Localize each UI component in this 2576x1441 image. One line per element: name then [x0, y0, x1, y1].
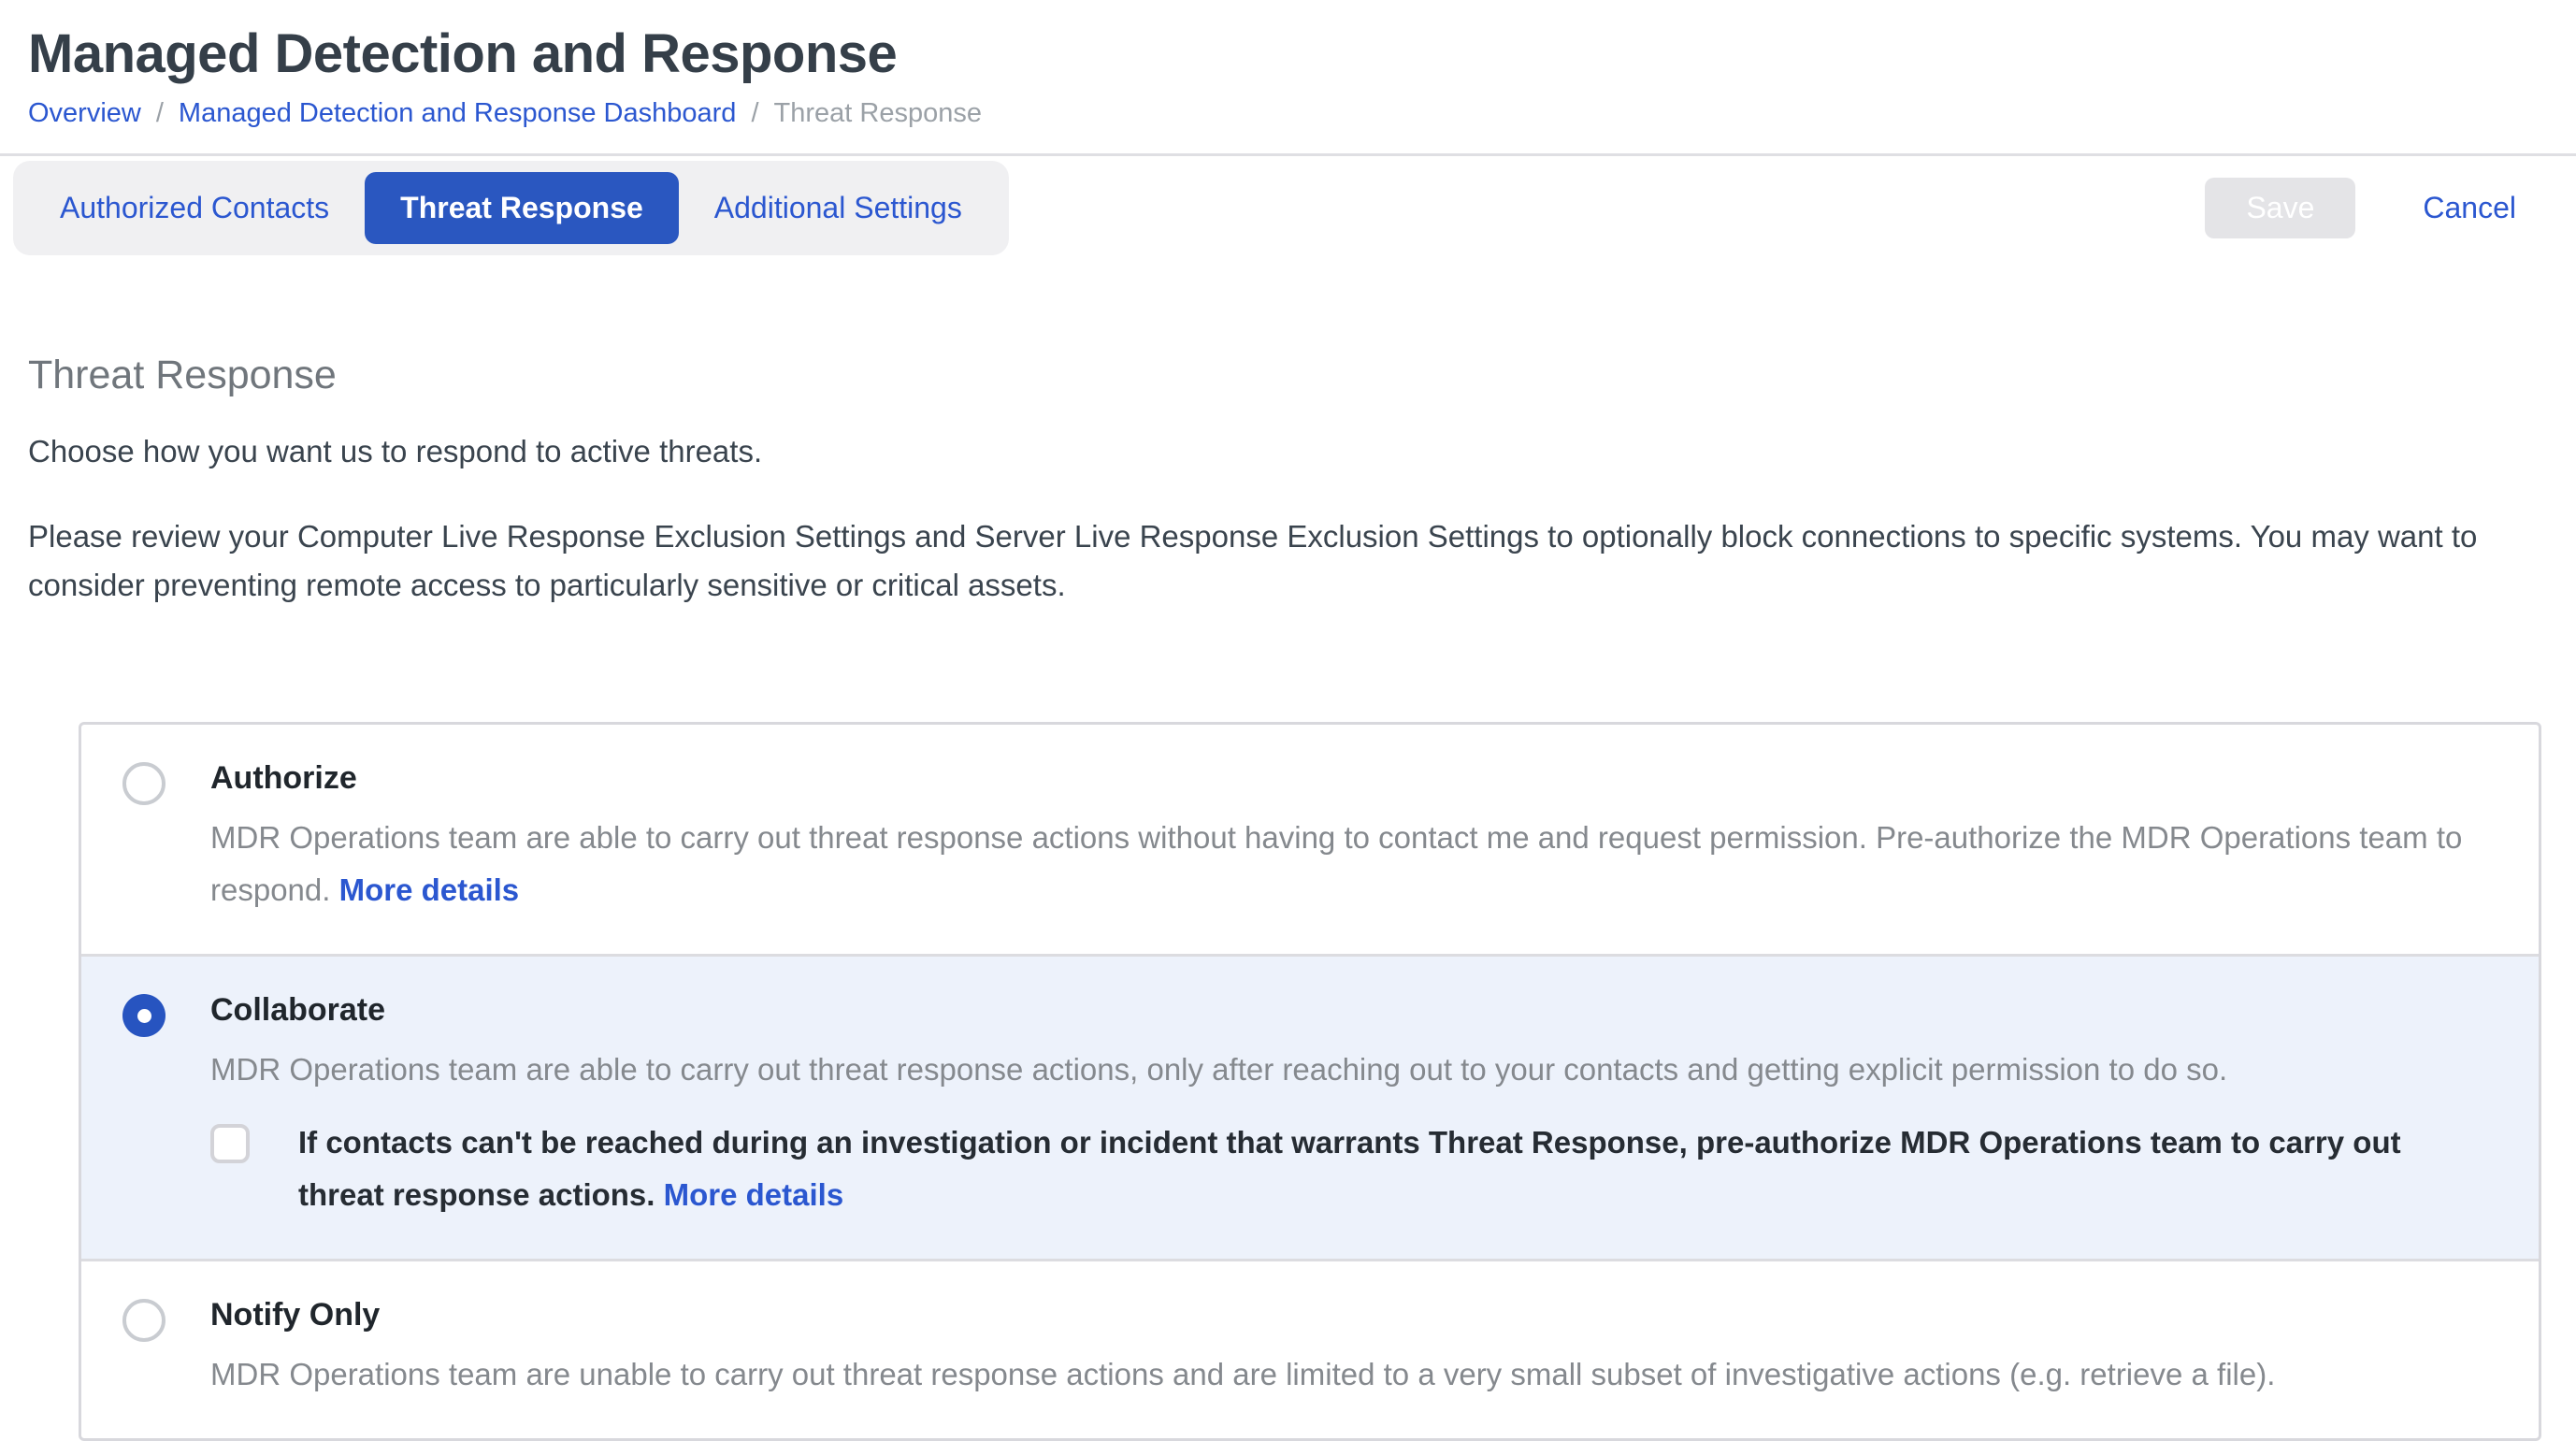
option-notify-only[interactable] — [81, 1259, 2539, 1438]
radio-notify-only[interactable] — [122, 1299, 165, 1342]
radio-authorize[interactable] — [122, 762, 165, 805]
breadcrumb-current: Threat Response — [773, 98, 982, 128]
more-details-link-collaborate[interactable]: More details — [663, 1177, 844, 1212]
collaborate-preauthorize-row — [210, 1117, 2482, 1221]
option-notify-only-description: MDR Operations team are unable to carry out threat response actions and are limited to a very small subset of investigative actions (e.g. retrieve a file). — [210, 1357, 2276, 1391]
option-notify-only-body — [210, 1297, 2275, 1401]
tab-threat-response[interactable]: Threat Response — [365, 172, 679, 244]
option-authorize-description-text: MDR Operations team are able to carry out threat response actions without having to contact me and request permission. Pre-authorize the MDR Operations team to respond. — [210, 820, 2463, 907]
page-title: Managed Detection and Response — [28, 23, 898, 84]
toolbar-actions — [2205, 178, 2516, 238]
cancel-button[interactable]: Cancel — [2423, 190, 2516, 224]
preauthorize-checkbox-label — [298, 1117, 2482, 1221]
preauthorize-checkbox-text: If contacts can't be reached during an investigation or incident that warrants Threat Response, pre-authorize MDR Operations team to carry out threat response actions. — [298, 1125, 2401, 1212]
option-authorize[interactable] — [81, 725, 2539, 954]
option-collaborate-body — [210, 992, 2482, 1221]
radio-collaborate[interactable] — [122, 994, 165, 1037]
section-heading: Threat Response — [28, 353, 337, 397]
breadcrumb — [28, 98, 2516, 153]
tab-authorized-contacts[interactable]: Authorized Contacts — [24, 172, 365, 244]
main-content — [0, 353, 2576, 1441]
save-button[interactable]: Save — [2205, 178, 2355, 238]
option-authorize-body — [210, 760, 2482, 916]
breadcrumb-separator: / — [155, 98, 164, 128]
tab-additional-settings[interactable]: Additional Settings — [679, 172, 998, 244]
option-collaborate-title: Collaborate — [210, 992, 386, 1028]
page-header — [0, 0, 2576, 156]
option-collaborate[interactable] — [81, 954, 2539, 1259]
preauthorize-checkbox[interactable] — [210, 1124, 250, 1163]
section-note: Please review your Computer Live Response Exclusion Settings and Server Live Response Exclusion Settings to optionally block connections to specific systems. You may want to consider preventing remote access to particularly sensitive or critical assets. — [28, 519, 2478, 602]
threat-response-options — [79, 722, 2541, 1441]
option-notify-only-title: Notify Only — [210, 1297, 381, 1333]
more-details-link-authorize[interactable]: More details — [338, 872, 520, 907]
option-authorize-title: Authorize — [210, 760, 357, 796]
breadcrumb-link-mdr-dashboard[interactable]: Managed Detection and Response Dashboard — [178, 98, 737, 128]
option-collaborate-description: MDR Operations team are able to carry out threat response actions, only after reaching out to your contacts and getting explicit permission to do so. — [210, 1052, 2228, 1087]
breadcrumb-separator: / — [751, 98, 759, 128]
breadcrumb-link-overview[interactable]: Overview — [28, 98, 141, 128]
tab-bar — [13, 161, 1009, 255]
section-subheading: Choose how you want us to respond to active threats. — [28, 434, 763, 468]
option-authorize-description — [210, 812, 2482, 916]
toolbar — [0, 156, 2576, 257]
